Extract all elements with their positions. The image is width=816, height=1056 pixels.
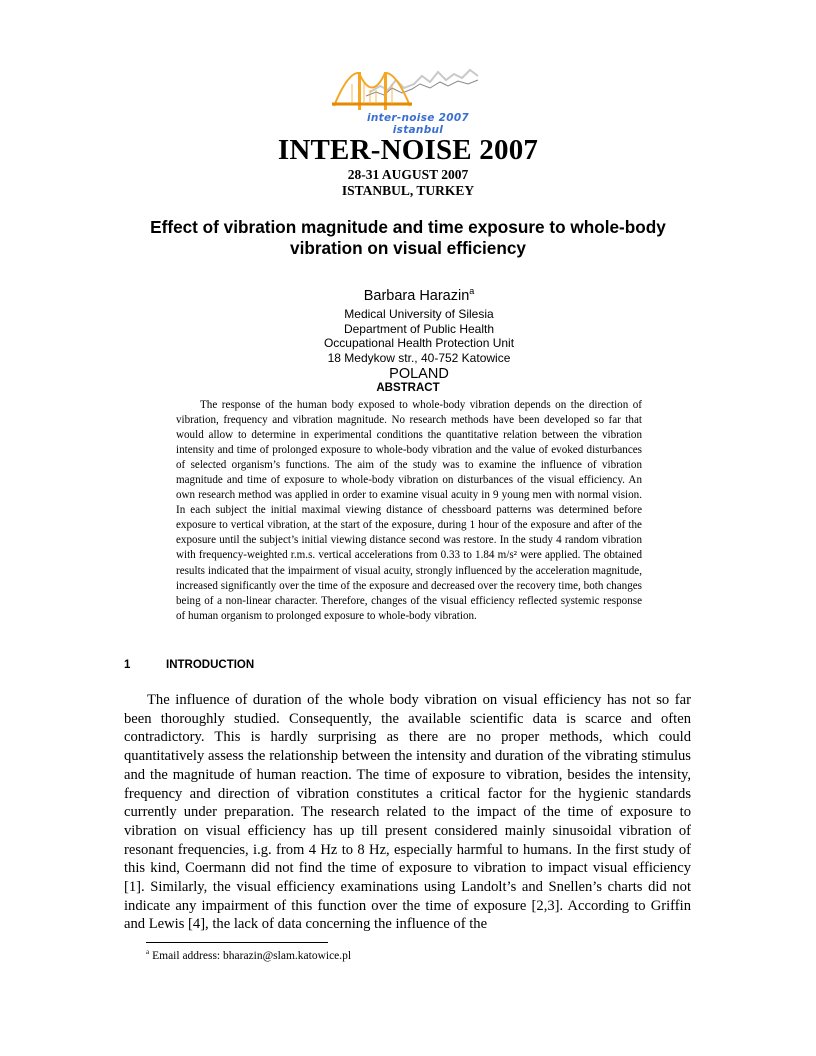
affiliation-line: Occupational Health Protection Unit (323, 336, 515, 350)
affiliation-country: POLAND (389, 366, 449, 382)
footnote-divider (146, 942, 328, 943)
footnote (146, 950, 351, 962)
conference-logo (330, 62, 490, 136)
author-name: Barbara Harazin (363, 288, 470, 304)
section-title: INTRODUCTION (166, 659, 255, 671)
affiliation-block (0, 291, 816, 382)
author-footnote-mark: a (469, 286, 475, 296)
paper-title: Effect of vibration magnitude and time exposure to whole-body vibration on visual efficiency (150, 217, 666, 258)
conference-title: INTER-NOISE 2007 (277, 134, 539, 166)
footnote-mark: a (146, 948, 150, 956)
footnote-email: Email address: bharazin@slam.katowice.pl (152, 950, 352, 962)
abstract-text: The response of the human body exposed to whole-body vibration depends on the direction of vibration, frequency and vibration magnitude. No research methods have been developed so far that would allow to determine in experimental conditions the quantitative relation between the vibration intensity and time of prolonged exposure to whole-body vibration and the value of evoked disturbances of selected organism’s functions. The aim of the study was to examine the influence of vibration magnitude and time of exposure to whole-body vibration on disturbances of the visual efficiency. An own research method was applied in order to examine visual acuity in 9 young men with normal vision. In each subject the initial maximal viewing distance of chessboard patterns was determined before exposure to vertical vibration, at the start of the exposure, during 1 hour of the exposure and after of the exposure until the subject’s initial viewing distance second was restore. In the study 4 random vibration with frequency-weighted r.m.s. vertical accelerations from 0.33 to 1.84 m/s² were applied. The obtained results indicated that the impairment of visual acuity, strongly influenced by the acceleration magnitude, increased significantly over the time of the exposure and decreased over the recovery time, both changes being of a non-linear character. Therefore, changes of the visual efficiency reflected systemic response of human organism to prolonged exposure to whole-body vibration. (176, 399, 642, 622)
conference-dates: 28-31 AUGUST 2007 (347, 167, 469, 182)
affiliation-line: 18 Medykow str., 40-752 Katowice (327, 350, 511, 365)
conference-location: ISTANBUL, TURKEY (341, 183, 475, 198)
affiliation-line: Medical University of Silesia (344, 307, 494, 321)
affiliation-line: Department of Public Health (343, 321, 495, 336)
introduction-paragraph: The influence of duration of the whole body vibration on visual efficiency has not so far been thoroughly studied. Consequently, the available scientific data is scarce and often contradictory. This is hardly surprising as there are no proper methods, which could quantitatively assess the relationship between the intensity and duration of the vibrating stimulus and the magnitude of human reaction. The time of exposure to vibration, besides the intensity, frequency and direction of vibration constitutes a critical factor for the hygienic standards currently under preparation. The research related to the impact of the time of exposure to vibration on visual efficiency has up till present considered mainly sinusoidal vibration of resonant frequencies, i.g. from 4 Hz to 8 Hz, especially harmful to humans. In the first study of this kind, Coermann did not find the time of exposure to vibration to impact visual efficiency [1]. Similarly, the visual efficiency examinations using Landolt’s and Snellen’s charts did not indicate any impairment of this function over the time of exposure [2,3]. According to Griffin and Lewis [4], the lack of data concerning the influence of the (124, 692, 691, 933)
section-heading (124, 659, 254, 671)
abstract-heading: ABSTRACT (376, 382, 440, 394)
logo-text: inter-noise 2007 istanbul (366, 112, 470, 136)
bridge-skyline-icon (330, 62, 490, 114)
section-number: 1 (124, 659, 131, 671)
